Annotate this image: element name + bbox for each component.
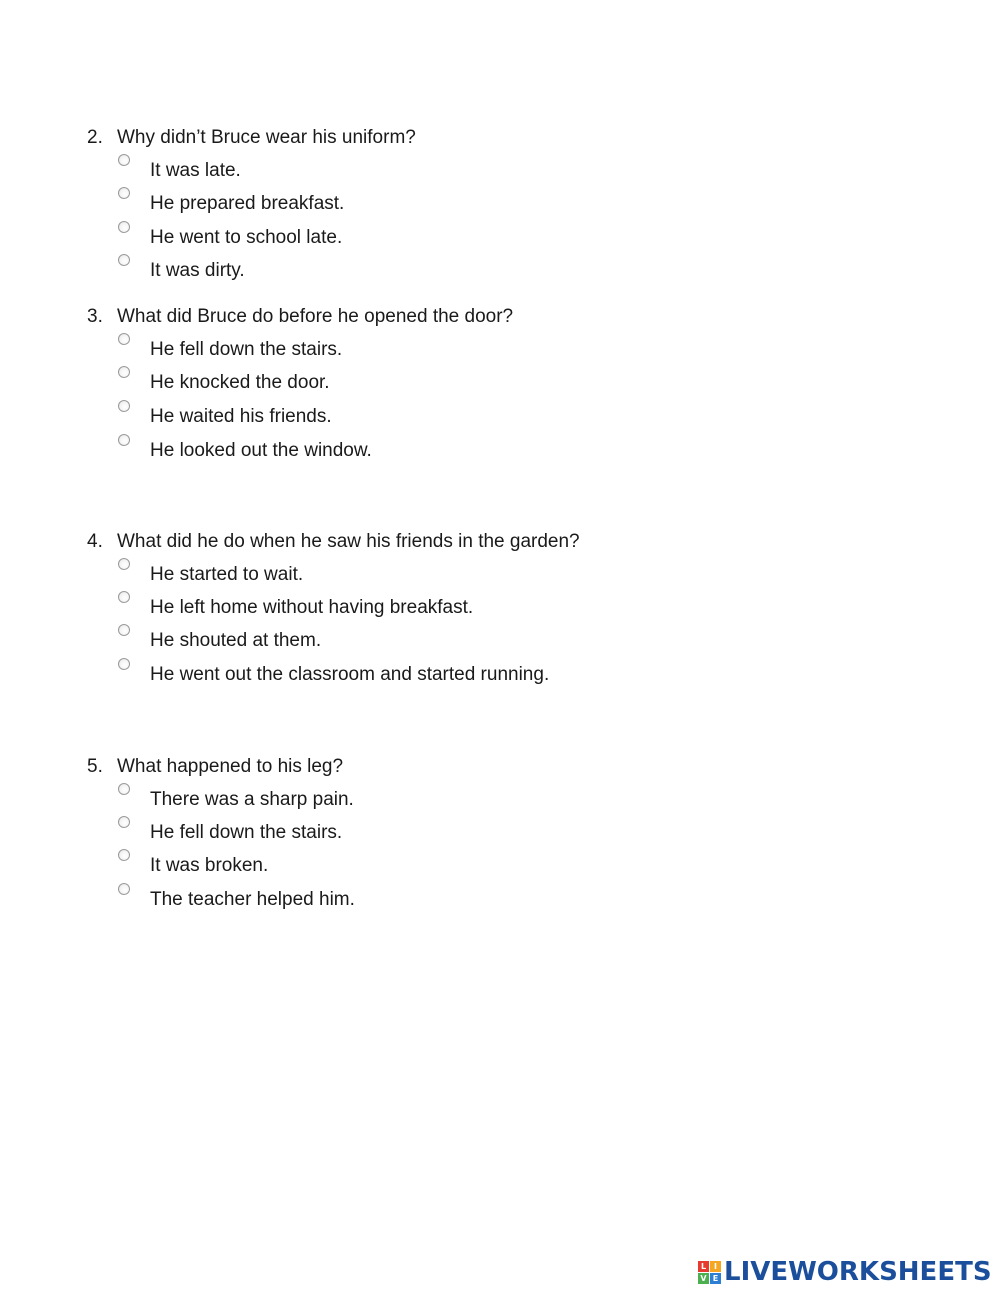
option-label: He fell down the stairs. <box>150 822 343 843</box>
question-text: Why didn’t Bruce wear his uniform? <box>117 127 416 148</box>
option-label: The teacher helped him. <box>150 889 355 910</box>
option-label: There was a sharp pain. <box>150 789 354 810</box>
radio-button[interactable] <box>118 558 130 570</box>
radio-button[interactable] <box>118 849 130 861</box>
question-5-prompt <box>87 756 343 778</box>
option-label: It was late. <box>150 160 241 181</box>
radio-button[interactable] <box>118 221 130 233</box>
question-number: 5. <box>87 756 103 777</box>
radio-button[interactable] <box>118 624 130 636</box>
logo-mark-letter: L <box>698 1261 709 1272</box>
question-text: What did Bruce do before he opened the door? <box>117 306 514 327</box>
logo-text: LIVEWORKSHEETS <box>724 1257 992 1287</box>
question-text: What happened to his leg? <box>117 756 344 777</box>
question-3-prompt <box>87 306 513 328</box>
option-label: It was broken. <box>150 855 269 876</box>
question-number: 2. <box>87 127 103 148</box>
option-label: He went out the classroom and started running. <box>150 664 550 685</box>
question-number: 3. <box>87 306 103 327</box>
option-label: He started to wait. <box>150 564 304 585</box>
option-label: He shouted at them. <box>150 630 322 651</box>
radio-button[interactable] <box>118 333 130 345</box>
question-number: 4. <box>87 531 103 552</box>
option-label: He knocked the door. <box>150 372 330 393</box>
radio-button[interactable] <box>118 658 130 670</box>
radio-button[interactable] <box>118 816 130 828</box>
option-label: He left home without having breakfast. <box>150 597 474 618</box>
radio-button[interactable] <box>118 254 130 266</box>
radio-button[interactable] <box>118 154 130 166</box>
liveworksheets-logo <box>698 1258 992 1286</box>
option-label: He prepared breakfast. <box>150 193 345 214</box>
logo-mark-letter: V <box>698 1273 709 1284</box>
radio-button[interactable] <box>118 400 130 412</box>
option-label: He looked out the window. <box>150 440 372 461</box>
option-label: It was dirty. <box>150 260 245 281</box>
option-label: He fell down the stairs. <box>150 339 343 360</box>
radio-button[interactable] <box>118 434 130 446</box>
radio-button[interactable] <box>118 187 130 199</box>
option-label: He waited his friends. <box>150 406 332 427</box>
question-2-prompt <box>87 127 416 149</box>
logo-mark-letter: E <box>710 1273 721 1284</box>
logo-mark-letter: I <box>710 1261 721 1272</box>
question-text: What did he do when he saw his friends in the garden? <box>117 531 580 552</box>
radio-button[interactable] <box>118 366 130 378</box>
radio-button[interactable] <box>118 591 130 603</box>
logo-mark-icon <box>698 1261 721 1284</box>
radio-button[interactable] <box>118 783 130 795</box>
radio-button[interactable] <box>118 883 130 895</box>
question-4-prompt <box>87 531 580 553</box>
option-label: He went to school late. <box>150 227 343 248</box>
